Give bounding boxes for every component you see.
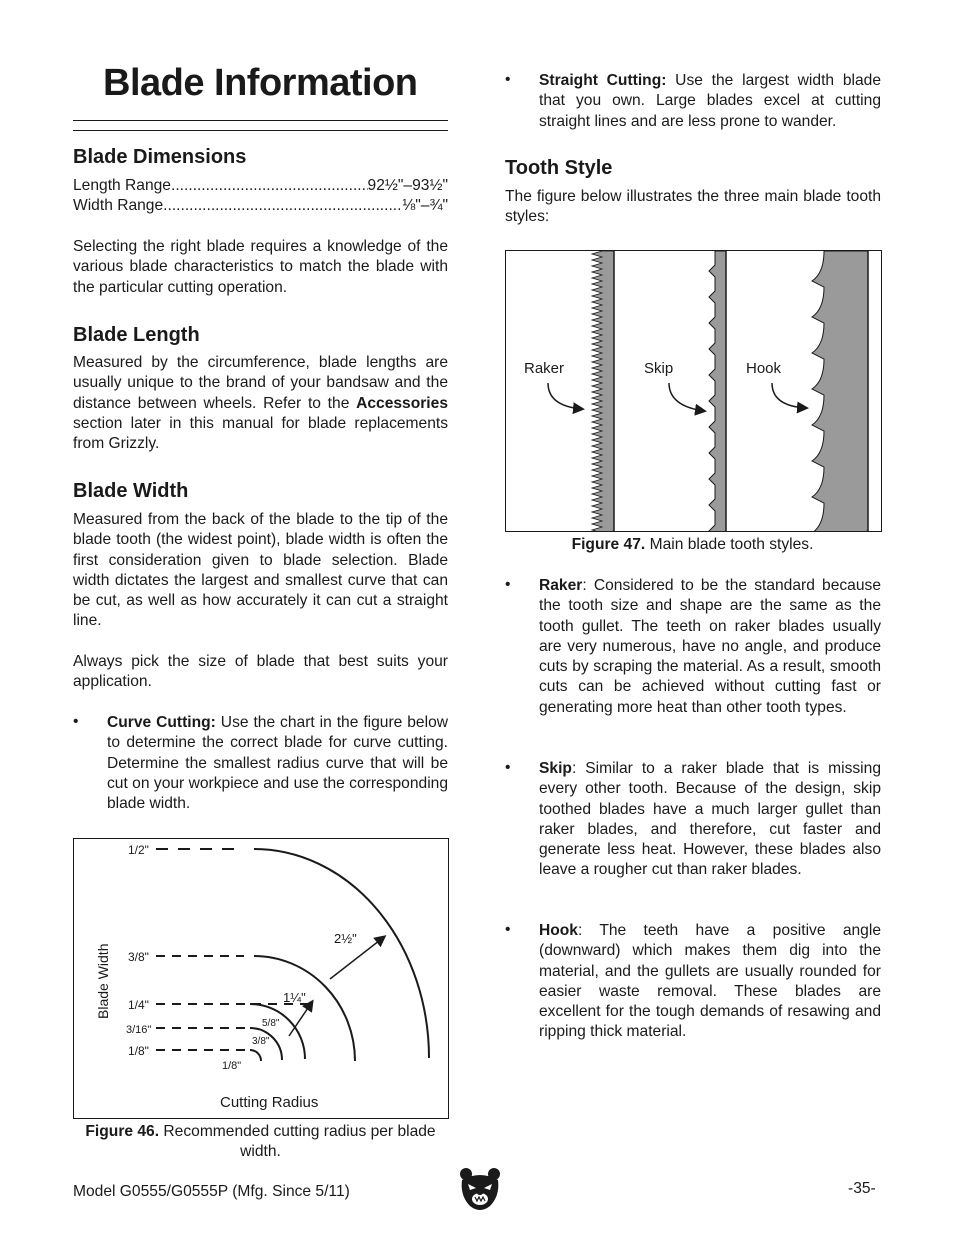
hook-arrow-icon <box>772 383 806 408</box>
grizzly-bear-logo <box>458 1166 502 1212</box>
width-label-quarter: 1/4" <box>128 998 149 1012</box>
width-range-row <box>73 196 448 216</box>
radius-label-5-8: 5/8" <box>262 1018 280 1029</box>
radius-label-3-8: 3/8" <box>252 1036 270 1047</box>
arc-radius-2-half <box>254 849 429 1058</box>
x-axis-label: Cutting Radius <box>220 1094 319 1111</box>
blade-length-text-part: Measured by the circumference, blade lengths are usually unique to the brand of your bandsaw and the distance between wheels. Refer to the <box>73 354 448 412</box>
hook-description <box>539 921 881 1043</box>
figure-46 <box>73 838 449 1119</box>
accessories-ref: Accessories <box>356 394 448 412</box>
dimensions-intro: Selecting the right blade requires a knowledge of the various blade characteristics to match the blade with the particular cutting operation. <box>73 238 448 296</box>
title-rule-bottom <box>73 130 448 131</box>
tooth-styles-diagram <box>506 251 881 531</box>
figure-47 <box>505 250 882 532</box>
radius-label-1-quarter: 1¼" <box>283 990 306 1005</box>
curve-cutting-label: Curve Cutting: <box>107 714 216 731</box>
length-range-row <box>73 176 448 196</box>
blade-width-heading: Blade Width <box>73 480 189 502</box>
raker-label: Raker <box>524 360 565 377</box>
skip-label: Skip <box>644 360 674 377</box>
skip-term: Skip <box>539 760 572 777</box>
arc-radius-1-8 <box>250 1050 261 1061</box>
figure-47-caption <box>505 535 880 555</box>
page-number: -35- <box>848 1180 876 1197</box>
figure-46-text: Recommended cutting radius per blade width. <box>159 1123 436 1161</box>
length-range-value: 92½"–93½" <box>367 177 448 194</box>
blade-dimensions-heading: Blade Dimensions <box>73 146 247 168</box>
skip-arrow-icon <box>669 383 704 411</box>
curve-cutting-item <box>107 713 448 814</box>
straight-cutting-label: Straight Cutting: <box>539 72 667 89</box>
bullet-icon: • <box>505 576 511 593</box>
hook-blade <box>812 251 868 531</box>
raker-blade <box>592 251 614 531</box>
arc-radius-5-8 <box>250 1004 305 1059</box>
straight-cutting-text: Use the largest width blade that you own. Large blades excel at cutting straight lines and are less prone to wander. <box>539 72 881 130</box>
width-label-half: 1/2" <box>128 843 149 857</box>
figure-46-number: Figure 46. <box>85 1123 160 1140</box>
raker-description <box>539 576 881 718</box>
width-range-value: ⅛"–¾" <box>402 197 448 214</box>
bullet-icon: • <box>505 921 511 938</box>
bullet-icon: • <box>505 759 511 776</box>
blade-length-heading: Blade Length <box>73 324 200 346</box>
cutting-radius-chart <box>74 839 448 1118</box>
model-footer: Model G0555/G0555P (Mfg. Since 5/11) <box>73 1183 350 1200</box>
page-title: Blade Information <box>103 62 418 104</box>
hook-text: : The teeth have a positive angle (downward) which makes them dig into the material, and the gullets are usually rounded for easier waste removal. These blades are excellent for the tough demands of resawing and ripping thick material. <box>539 922 881 1041</box>
radius-label-2-half: 2½" <box>334 931 357 946</box>
y-axis-label: Blade Width <box>95 943 111 1019</box>
title-rule-top <box>73 120 448 121</box>
arrow-icon <box>289 1002 312 1036</box>
length-range-label: Length Range <box>73 177 171 194</box>
figure-47-number: Figure 47. <box>571 536 646 553</box>
blade-width-text: Measured from the back of the blade to the tip of the blade tooth (the widest point), blade width is often the first consideration given to blade selection. Blade width dictates the largest and smallest curve that can be cut, as well as how accurately it can cut a straight line. <box>73 511 448 630</box>
width-label-three-eighths: 3/8" <box>128 950 149 964</box>
hook-term: Hook <box>539 922 578 939</box>
skip-blade <box>709 251 726 531</box>
blade-length-text <box>73 353 448 454</box>
width-label-eighth: 1/8" <box>128 1044 149 1058</box>
blade-length-text-part: section later in this manual for blade replacements from Grizzly. <box>73 414 448 453</box>
figure-47-text: Main blade tooth styles. <box>645 536 814 553</box>
bullet-icon: • <box>505 71 511 88</box>
straight-cutting-item <box>539 71 881 132</box>
hook-label: Hook <box>746 360 782 377</box>
leader-dots <box>171 176 368 196</box>
width-label-three-sixteenths: 3/16" <box>126 1024 152 1036</box>
skip-description <box>539 759 881 881</box>
figure-46-caption <box>73 1122 448 1163</box>
bullet-icon: • <box>73 713 79 730</box>
raker-term: Raker <box>539 577 583 594</box>
tooth-style-intro: The figure below illustrates the three main blade tooth styles: <box>505 188 881 226</box>
tooth-style-heading: Tooth Style <box>505 157 613 179</box>
skip-text: : Similar to a raker blade that is missing every other tooth. Because of the design, skip toothed blades have a much larger gullet than raker blades, and therefore, cut faster and generate less heat. However, these blades also leave a rougher cut than raker blades. <box>539 760 881 879</box>
radius-label-1-8: 1/8" <box>222 1060 242 1072</box>
leader-dots <box>163 196 402 216</box>
raker-text: : Considered to be the standard because the tooth size and shape are the same as the tooth gullet. The teeth on raker blades usually are very numerous, have no angle, and produce cuts by scraping the material. As a result, smooth cuts can be achieved without cutting fast or generating more heat than other tooth types. <box>539 577 881 716</box>
width-range-label: Width Range <box>73 197 164 214</box>
raker-arrow-icon <box>548 383 582 409</box>
curve-cutting-text: Use the chart in the figure below to determine the correct blade for curve cutting. Determine the smallest radius curve that will be cut on your workpiece and use the corresponding blade width. <box>107 714 448 813</box>
blade-width-advice: Always pick the size of blade that best suits your application. <box>73 653 448 691</box>
